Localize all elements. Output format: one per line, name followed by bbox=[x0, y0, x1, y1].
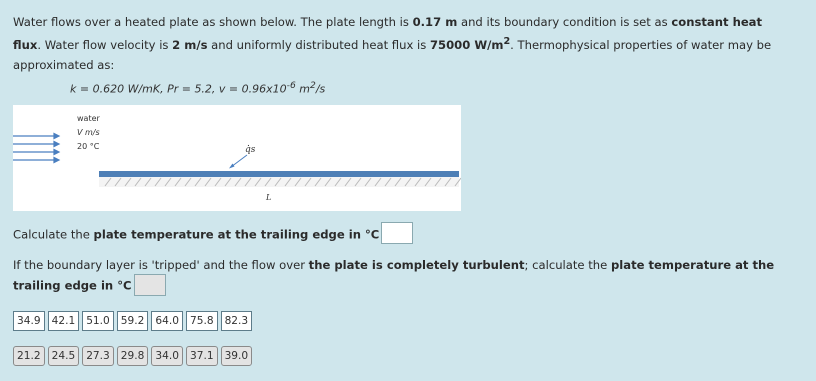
answer-chip[interactable]: 24.5 bbox=[48, 346, 80, 366]
heat-flux-value: 75000 W/m bbox=[429, 37, 504, 52]
heated-plate bbox=[99, 171, 459, 177]
label-velocity: V m/s bbox=[77, 128, 100, 137]
plate-diagram bbox=[13, 105, 461, 211]
answer-options-row-1 bbox=[13, 311, 252, 331]
answer-chip[interactable]: 82.3 bbox=[221, 311, 253, 331]
flow-arrows bbox=[13, 134, 59, 163]
plate-diagram-svg bbox=[13, 105, 461, 211]
properties-text: k = 0.620 W/mK, Pr = 5.2, v = 0.96x10 bbox=[70, 82, 287, 96]
viscosity-unit-exponent: 2 bbox=[310, 80, 316, 91]
heat-flux-exponent: 2 bbox=[503, 36, 511, 47]
question-1-text: Calculate the bbox=[13, 227, 94, 242]
heat-flux-arrowhead bbox=[229, 164, 235, 169]
water-properties bbox=[70, 80, 325, 96]
answer-chip[interactable]: 64.0 bbox=[151, 311, 183, 331]
answer-chip[interactable]: 27.3 bbox=[82, 346, 114, 366]
question-1-bold: plate temperature at the trailing edge in °C bbox=[93, 227, 380, 242]
problem-text-1: Water flows over a heated plate as shown below. The plate length is bbox=[13, 15, 413, 29]
answer-options-row-2 bbox=[13, 346, 252, 366]
problem-text-3: . Water flow velocity is bbox=[37, 37, 173, 52]
heat-flux bbox=[430, 38, 510, 52]
flow-arrowhead-1 bbox=[54, 134, 59, 139]
answer-chip[interactable]: 75.8 bbox=[186, 311, 218, 331]
question-2 bbox=[13, 255, 803, 297]
answer-chip[interactable]: 34.0 bbox=[151, 346, 183, 366]
label-water: water bbox=[77, 114, 100, 123]
answer-chip[interactable]: 39.0 bbox=[221, 346, 253, 366]
answer-chip[interactable]: 29.8 bbox=[117, 346, 149, 366]
question-2-bold-2: plate temperature at the trailing edge in °C bbox=[13, 258, 775, 293]
answer-box-turbulent[interactable] bbox=[134, 274, 166, 296]
plate-length: 0.17 m bbox=[412, 15, 458, 29]
question-2-text-1: If the boundary layer is 'tripped' and the flow over bbox=[13, 258, 309, 272]
answer-chip[interactable]: 42.1 bbox=[48, 311, 80, 331]
problem-text-4: and uniformly distributed heat flux is bbox=[207, 37, 430, 52]
flow-arrowhead-4 bbox=[54, 158, 59, 163]
problem-text-2: and its boundary condition is set as bbox=[457, 15, 672, 29]
label-heat-flux: q̇̇s bbox=[245, 145, 256, 155]
problem-statement bbox=[13, 12, 793, 75]
problem-text-5: . Thermophysical properties of water may be approximated as: bbox=[13, 37, 772, 72]
label-plate-length: L bbox=[266, 193, 272, 202]
answer-chip[interactable]: 34.9 bbox=[13, 311, 45, 331]
question-2-text-2: ; calculate the bbox=[524, 258, 611, 272]
label-inlet-temperature: 20 °C bbox=[77, 142, 100, 151]
answer-chip[interactable]: 21.2 bbox=[13, 346, 45, 366]
answer-chip[interactable]: 37.1 bbox=[186, 346, 218, 366]
question-1 bbox=[13, 224, 413, 246]
viscosity-unit-tail: /s bbox=[315, 82, 326, 96]
flow-arrowhead-3 bbox=[54, 150, 59, 155]
flow-arrowhead-2 bbox=[54, 142, 59, 147]
answer-chip[interactable]: 51.0 bbox=[82, 311, 114, 331]
question-2-bold-1: the plate is completely turbulent bbox=[308, 258, 525, 272]
viscosity-exponent: -6 bbox=[286, 80, 296, 91]
flow-velocity: 2 m/s bbox=[172, 37, 208, 52]
answer-box-laminar[interactable] bbox=[381, 222, 413, 244]
viscosity-unit: m bbox=[295, 82, 311, 96]
answer-chip[interactable]: 59.2 bbox=[117, 311, 149, 331]
boundary-condition: constant heat flux bbox=[13, 15, 763, 52]
